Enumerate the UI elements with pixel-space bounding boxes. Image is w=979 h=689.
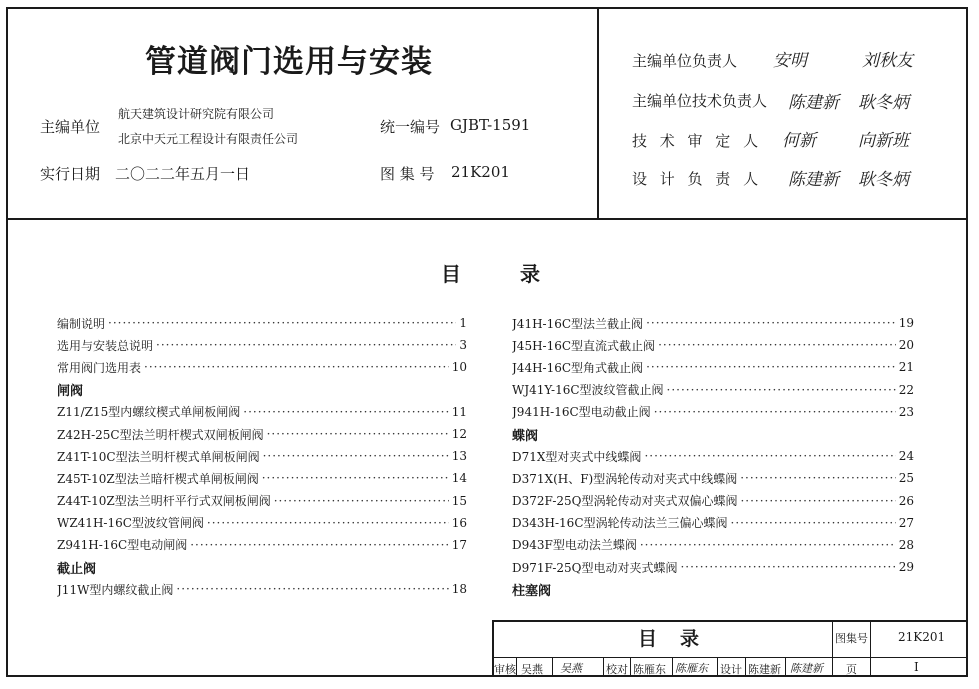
toc-entry[interactable]	[57, 578, 467, 600]
toc-entry-title: D343H-16C型涡轮传动法兰三偏心蝶阀	[512, 516, 728, 531]
tb-cell: 校对	[606, 663, 628, 676]
toc-entry-page: 21	[898, 360, 914, 375]
toc-left-column	[57, 312, 467, 600]
toc-entry[interactable]	[512, 401, 914, 423]
title-block-name-right: 录	[680, 628, 700, 650]
toc-right-column	[512, 312, 914, 600]
toc-heading-right: 录	[520, 262, 540, 286]
toc-entry[interactable]	[57, 356, 467, 378]
toc-section-heading: 柱塞阀	[512, 583, 552, 599]
signature-name: 陈建新	[788, 170, 839, 190]
tb-signature: 陈雁东	[675, 662, 708, 675]
toc-entry-page: 23	[898, 404, 914, 419]
toc-leader-dots	[658, 338, 896, 352]
atlas-number-value: 21K201	[451, 163, 510, 181]
editor-unit-label: 主编单位	[40, 118, 101, 136]
toc-entry[interactable]	[512, 312, 914, 334]
toc-leader-dots	[680, 560, 895, 574]
toc-entry-title: WJ41Y-16C型波纹管截止阀	[512, 383, 664, 398]
unified-code-label: 统一编号	[380, 118, 441, 136]
toc-entry-title: 常用阀门选用表	[57, 360, 142, 375]
toc-entry-title: Z44T-10Z型法兰明杆平行式双闸板闸阀	[57, 494, 271, 509]
toc-entry-title: D71X型对夹式中线蝶阀	[512, 449, 642, 464]
tb-cell: 陈雁东	[633, 663, 666, 676]
toc-leader-dots	[740, 494, 895, 508]
editor-unit-2: 北京中天元工程设计有限责任公司	[118, 132, 299, 146]
tb-signature: 陈建新	[790, 662, 823, 675]
toc-leader-dots	[207, 516, 449, 530]
toc-entry-page: 20	[898, 338, 914, 353]
toc-leader-dots	[667, 383, 896, 397]
signature-label: 设 计 负 责 人	[632, 170, 763, 188]
toc-entry-page: 16	[451, 515, 467, 530]
toc-entry-title: D943F型电动法兰蝶阀	[512, 538, 637, 553]
toc-entry[interactable]	[57, 534, 467, 556]
tb-cell: 吴燕	[521, 663, 543, 676]
toc-entry-page: 11	[451, 404, 467, 419]
signature-label: 技 术 审 定 人	[632, 132, 763, 150]
title-block-atlas-label: 图集号	[835, 632, 868, 645]
tb-cell: 设计	[720, 663, 742, 676]
effective-date-value: 二〇二二年五月一日	[115, 165, 251, 183]
title-block-atlas-value: 21K201	[898, 630, 946, 644]
signature-name: 耿冬炳	[858, 170, 909, 190]
toc-entry-title: Z45T-10Z型法兰暗杆楔式单闸板闸阀	[57, 471, 259, 486]
title-block-page-label: 页	[846, 663, 857, 676]
signature-name: 何新	[782, 131, 816, 151]
toc-entry-page: 14	[451, 471, 467, 486]
toc-entry-title: 编制说明	[57, 316, 106, 331]
unified-code-value: GJBT-1591	[450, 116, 531, 134]
toc-entry-page: 18	[451, 582, 467, 597]
toc-entry[interactable]	[57, 312, 467, 334]
toc-entry[interactable]	[512, 490, 914, 512]
toc-leader-dots	[267, 427, 449, 441]
signature-name: 陈建新	[788, 93, 839, 113]
toc-entry-title: J41H-16C型法兰截止阀	[512, 316, 644, 331]
signature-label: 主编单位负责人	[632, 52, 738, 70]
toc-leader-dots	[262, 471, 449, 485]
toc-entry[interactable]	[57, 401, 467, 423]
toc-entry-page: 15	[451, 493, 467, 508]
toc-entry-title: Z41T-10C型法兰明杆楔式单闸板闸阀	[57, 449, 260, 464]
toc-leader-dots	[654, 405, 896, 419]
toc-section-heading: 蝶阀	[512, 428, 539, 444]
toc-entry-page: 3	[459, 338, 467, 353]
document-title: 管道阀门选用与安装	[145, 44, 433, 80]
toc-entry[interactable]	[512, 356, 914, 378]
toc-entry-title: D971F-25Q型电动对夹式蝶阀	[512, 560, 678, 575]
toc-entry[interactable]	[512, 467, 914, 489]
toc-entry[interactable]	[57, 423, 467, 445]
toc-entry[interactable]	[512, 556, 914, 578]
toc-leader-dots	[243, 405, 448, 419]
toc-leader-dots	[144, 360, 449, 374]
toc-entry-page: 22	[898, 382, 914, 397]
toc-entry-title: J45H-16C型直流式截止阀	[512, 338, 656, 353]
signature-name: 安明	[773, 51, 807, 71]
toc-leader-dots	[640, 538, 896, 552]
toc-entry-title: Z941H-16C型电动闸阀	[57, 538, 188, 553]
toc-leader-dots	[263, 449, 449, 463]
toc-entry-page: 1	[459, 316, 467, 331]
toc-entry-title: WZ41H-16C型波纹管闸阀	[57, 516, 204, 531]
toc-section-heading: 截止阀	[57, 561, 97, 577]
tb-signature: 吴燕	[560, 662, 582, 675]
signature-label: 主编单位技术负责人	[632, 92, 768, 110]
signature-name: 刘秋友	[862, 51, 913, 71]
toc-entry[interactable]	[512, 379, 914, 401]
toc-leader-dots	[731, 516, 896, 530]
toc-entry-page: 28	[898, 537, 914, 552]
toc-entry[interactable]	[512, 534, 914, 556]
toc-entry-title: 选用与安装总说明	[57, 338, 154, 353]
toc-entry-title: J11W型内螺纹截止阀	[57, 582, 174, 597]
toc-entry-page: 12	[451, 427, 467, 442]
toc-leader-dots	[176, 582, 448, 596]
toc-entry-page: 29	[898, 560, 914, 575]
atlas-number-label: 图 集 号	[380, 165, 435, 183]
toc-heading-left: 目	[441, 262, 461, 286]
toc-entry[interactable]	[57, 512, 467, 534]
toc-entry-title: Z11/Z15型内螺纹楔式单闸板闸阀	[57, 405, 241, 420]
title-block-name-left: 目	[638, 628, 658, 650]
toc-leader-dots	[644, 449, 895, 463]
toc-entry[interactable]	[512, 512, 914, 534]
toc-leader-dots	[108, 316, 456, 330]
toc-entry-title: Z42H-25C型法兰明杆楔式双闸板闸阀	[57, 427, 264, 442]
toc-entry[interactable]	[57, 334, 467, 356]
toc-leader-dots	[646, 360, 896, 374]
toc-entry-page: 17	[451, 537, 467, 552]
toc-entry-title: J941H-16C型电动截止阀	[512, 405, 651, 420]
tb-cell: 陈建新	[748, 663, 781, 676]
tb-cell: 审核	[494, 663, 516, 676]
toc-entry-page: 27	[898, 515, 914, 530]
toc-leader-dots	[190, 538, 449, 552]
toc-entry-title: D372F-25Q型涡轮传动对夹式双偏心蝶阀	[512, 494, 738, 509]
toc-entry[interactable]	[512, 445, 914, 467]
toc-entry-title: J44H-16C型角式截止阀	[512, 360, 644, 375]
toc-entry-page: 19	[898, 316, 914, 331]
toc-leader-dots	[156, 338, 456, 352]
toc-section-heading: 闸阀	[57, 384, 84, 400]
toc-entry-page: 10	[451, 360, 467, 375]
editor-unit-1: 航天建筑设计研究院有限公司	[118, 107, 275, 121]
toc-entry-page: 26	[898, 493, 914, 508]
toc-entry-page: 13	[451, 449, 467, 464]
toc-leader-dots	[274, 494, 449, 508]
toc-entry-title: D371X(H、F)型涡轮传动对夹式中线蝶阀	[512, 471, 738, 486]
toc-entry[interactable]	[57, 490, 467, 512]
toc-entry-page: 24	[898, 449, 914, 464]
toc-leader-dots	[646, 316, 896, 330]
toc-entry[interactable]	[512, 334, 914, 356]
toc-leader-dots	[740, 471, 895, 485]
toc-entry[interactable]	[57, 467, 467, 489]
title-block-page-value: I	[914, 660, 919, 674]
toc-entry[interactable]	[57, 445, 467, 467]
effective-date-label: 实行日期	[40, 165, 101, 183]
signature-name: 向新班	[858, 131, 909, 151]
toc-entry-page: 25	[898, 471, 914, 486]
signature-name: 耿冬炳	[858, 93, 909, 113]
